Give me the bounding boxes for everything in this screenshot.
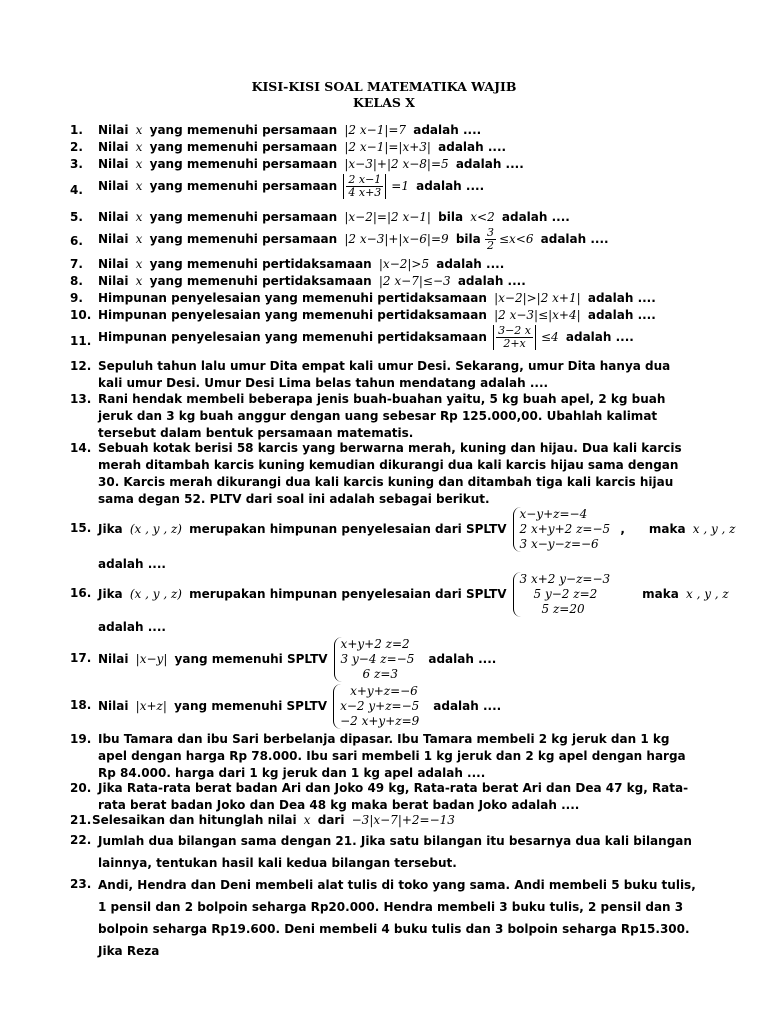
equation-system: 3 x+2 y−z=−3 5 y−2 z=2 5 z=20: [513, 572, 611, 617]
equation-system: x−y+z=−4 2 x+y+2 z=−5 3 x−y−z=−6: [513, 507, 611, 552]
document-subtitle: KELAS X: [353, 95, 415, 110]
document-page: KISI-KISI SOAL MATEMATIKA WAJIB KELAS X 1. Nilai x yang memenuhi persamaan |2 x−1|=7 adalah .... 2. Nilai x yang memenuhi persamaan |2 x−1|=|x+3| adalah .... 3. Nilai x yang memenuhi persamaan |x−3|+|2 x−8|=5 adalah .... 4. Nilai x yang memenuhi persamaan $\frac{2 x-1}{4 x+3}$ =1 adalah .... 5. Nilai x yang memenuhi persamaan |x−2|=|2 x−1| bila x<2 adalah .... 6. Nilai x yang memenuhi persamaan |2 x−3|+|x−6|=9 bila $\frac{3}{2}$ ≤x<6 adalah .... 7. Nilai x yang memenuhi pertidaksamaan |x−2|>5 adalah .... 8. Nilai x yang memenuhi pertidaksamaan |2 x−7|≤−3 adalah .... 9. Himpunan penyelesaian yang memenuhi pertidaksamaan |x−2|>|2 x+1| adalah .... 10. Himpunan penyelesaian yang memenuhi pertidaksamaan |2 x−3|≤|x+4| adalah .... 11. Himpunan penyelesaian yang memenuhi pertidaksamaan $\frac{3-2 x}{2+x}$ ≤4 adalah .... 12. Sepuluh tahun lalu umur Dita empat kali umur Desi. Sekarang, umur Dita hanya dua kali umur Desi. Umur Desi Lima belas tahun mendatang adalah .... 13. Rani hendak membeli beberapa jenis buah-buahan yaitu, 5 kg buah apel, 2 kg buah jeruk dan 3 kg buah anggur dengan uang sebesar Rp 125.000,00. Ubahlah kalimat tersebut dalam bentuk persamaan matematis. 14. Sebuah kotak berisi 58 karcis yang berwarna merah, kuning dan hijau. Dua kali karcis merah ditambah karcis kuning kemudian dikurangi dua kali karcis hijau sama dengan 30. Karcis merah dikurangi dua kali karcis kuning dan ditambah tiga kali karcis hijau sama degan 52. PLTV dari soal ini adalah sebagai berikut. 15. Jika (x , y , z) merupakan himpunan penyelesaian dari SPLTV x−y+z=−4 2 x+y+2 z=−5 3 x−y−z=−6 , maka x , y , z adalah .... 16. Jika (x , y , z) merupakan himpunan penyelesaian dari SPLTV 3 x+2 y−z=−3 5 y−2 z=2 5 z=20 maka x , y , z adalah .... 17. Nilai |x−y| yang memenuhi SPLTV x+y+2 z=2 3 y−4 z=−5 6 z=3 adalah .... 18. Nilai |x+z| yang memenuhi SPLTV x+y+z=−6 x−2 y+z=−5 −2 x+y+z=9 adalah .... 19. Ibu Tamara dan ibu Sari berbelanja dipasar. Ibu Tamara membeli 2 kg jeruk dan 1 kg apel dengan harga Rp 78.000. Ibu sari membeli 1 kg jeruk dan 2 kg apel dengan harga Rp 84.000. harga dari 1 kg jeruk dan 1 kg apel adalah .... 20. Jika Rata-rata berat badan Ari dan Joko 49 kg, Rata-rata berat Ari dan Dea 47 kg, Rata-rata berat badan Joko dan Dea 48 kg maka berat badan Joko adalah .... 21. Selesaikan dan hitunglah nilai x dari −3|x−7|+2=−13 22. Jumlah dua bilangan sama dengan 21. Jika satu bilangan itu besarnya dua kali bilangan lainnya, tentukan hasil kali kedua bilangan tersebut. 23. Andi, Hendra dan Deni membeli alat tulis di toko yang sama. Andi membeli 5 buku tulis, 1 pensil dan 2 bolpoin seharga Rp20.000. Hendra membeli 3 buku tulis, 2 pensil dan 3 bolpoin seharga Rp19.600. Deni membeli 4 buku tulis dan 3 bolpoin seharga Rp15.300. Jika Reza: [0, 0, 768, 1024]
equation-system: x+y+z=−6 x−2 y+z=−5 −2 x+y+z=9: [333, 684, 419, 729]
equation-system: x+y+2 z=2 3 y−4 z=−5 6 z=3: [334, 637, 415, 682]
question-number: 1.: [70, 123, 83, 137]
document-title: KISI-KISI SOAL MATEMATIKA WAJIB: [251, 79, 517, 94]
